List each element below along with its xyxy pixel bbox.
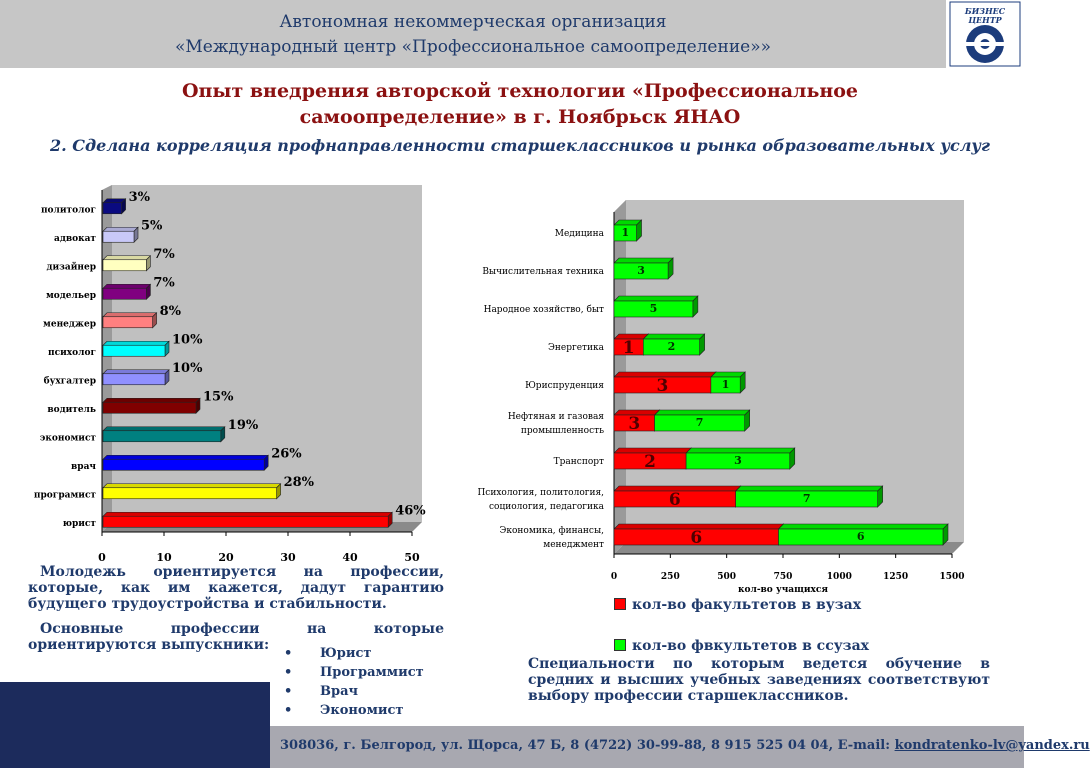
bar [103, 512, 392, 527]
category-label: Юриспруденция [525, 381, 604, 391]
specialties-chart [477, 190, 980, 605]
bar-front [103, 288, 146, 299]
legend-item-vuz [614, 597, 861, 613]
x-tick-label: 50 [404, 551, 420, 564]
data-label: 7 [802, 492, 811, 505]
bar-top [736, 486, 883, 491]
x-tick-label: 10 [156, 551, 172, 564]
bar [103, 398, 200, 413]
bar-top [103, 227, 138, 231]
x-tick-label: 1000 [826, 572, 852, 582]
x-axis-label: кол-во учащихся [737, 585, 829, 595]
category-label: Медицина [554, 229, 604, 239]
data-label: 10% [172, 332, 203, 348]
data-label: 3 [637, 264, 645, 277]
bar-top [643, 334, 704, 339]
bar-top [103, 455, 268, 459]
category-label: водитель [47, 404, 96, 415]
data-label: 6 [856, 530, 865, 543]
logo-text-2: ЦЕНТР [968, 15, 1002, 25]
bar [103, 427, 225, 442]
footer-address: 308036, г. Белгород, ул. Щорса, 47 Б, 8 (4722) 30-99-88, 8 915 525 04 04, E-mail: [280, 738, 895, 753]
main-professions-text: Основные профессии на которые ориентируются выпускники: [28, 621, 444, 653]
bar-top [711, 372, 745, 377]
list-item: • Врач [284, 684, 359, 699]
category-label: дизайнер [46, 262, 96, 273]
x-tick-label: 20 [218, 551, 234, 564]
category-label: менеджмент [543, 540, 604, 550]
data-label: 1 [721, 378, 730, 391]
bar-top [655, 410, 750, 415]
data-label: 7% [153, 275, 175, 291]
data-label: 46% [395, 503, 426, 519]
data-label: 6 [668, 490, 681, 510]
data-label: 6 [690, 528, 703, 548]
bar-front [103, 431, 221, 442]
bar-front [103, 459, 264, 470]
x-tick-label: 1500 [939, 572, 965, 582]
org-name-line1: Автономная некоммерческая организация [279, 12, 667, 32]
footer-contacts [280, 738, 1090, 753]
category-label: модельер [45, 290, 96, 301]
bar-top [103, 398, 200, 402]
category-label: бухгалтер [43, 376, 96, 387]
category-label: менеджер [43, 319, 96, 330]
category-label: адвокат [54, 233, 96, 244]
bar-front [103, 488, 277, 499]
bar-top [103, 484, 281, 488]
bar [103, 455, 268, 470]
bar [103, 284, 150, 299]
category-label: экономист [39, 433, 96, 444]
category-label: врач [71, 461, 96, 472]
category-label: Народное хозяйство, быт [483, 305, 604, 315]
email-link[interactable]: kondratenko-lv@yandex.ru [894, 738, 1090, 753]
data-label: 1 [621, 226, 630, 239]
bar [103, 484, 281, 499]
category-label: програмист [33, 490, 96, 501]
category-label: социология, педагогика [489, 502, 604, 512]
x-tick-label: 750 [773, 572, 793, 582]
data-label: 7 [695, 416, 704, 429]
bar-front [103, 203, 122, 214]
bar-top [103, 341, 169, 345]
x-tick-label: 40 [342, 551, 358, 564]
header-banner [0, 0, 946, 68]
bar [103, 256, 150, 271]
category-label: Психология, политология, [477, 488, 604, 498]
x-tick-label: 30 [280, 551, 296, 564]
bar-top [614, 296, 698, 301]
x-tick-label: 1250 [883, 572, 909, 582]
bar-top [103, 512, 392, 516]
category-label: психолог [48, 347, 96, 358]
data-label: 19% [227, 417, 259, 433]
legend-swatch-green [614, 639, 626, 651]
bar-top [103, 284, 150, 288]
category-label: Энергетика [548, 343, 604, 353]
category-label: политолог [40, 205, 96, 216]
data-label: 2 [667, 340, 676, 353]
data-label: 8% [159, 303, 182, 319]
professions-chart [0, 180, 440, 565]
category-label: Вычислительная техника [482, 267, 604, 277]
bar-front [103, 231, 134, 242]
bar-top [778, 524, 947, 529]
data-label: 26% [271, 446, 302, 462]
bar [103, 341, 169, 356]
data-label: 15% [203, 389, 234, 405]
x-tick-label: 0 [610, 572, 618, 582]
legend-label-ssuz: кол-во фвкультетов в ссузах [632, 638, 870, 654]
bar [103, 199, 126, 214]
data-label: 3 [656, 376, 669, 396]
footer-bar [270, 726, 1090, 768]
youth-orientation-text: Молодежь ориентируется на профессии, которые, как им кажется, дадут гарантию будущего трудоустройства и стабильности. [28, 564, 444, 612]
legend-label-vuz: кол-во факультетов в вузах [632, 597, 862, 613]
professions-list [284, 646, 424, 722]
bar-top [103, 313, 157, 317]
category-label: Экономика, финансы, [499, 526, 604, 536]
legend-swatch-red [614, 598, 626, 610]
data-label: 5 [649, 302, 658, 315]
bar-front [103, 402, 196, 413]
bar [103, 370, 169, 385]
bar-top [103, 256, 150, 260]
bar-top [686, 448, 795, 453]
specialties-conclusion-text: Специальности по которым ведется обучение в средних и высших учебных заведениях соответствуют выбору профессии старшеклассников. [528, 656, 990, 704]
bar-top [103, 370, 169, 374]
list-item: • Юрист [284, 646, 372, 661]
category-label: Транспорт [553, 457, 604, 467]
business-center-logo [946, 0, 1024, 68]
x-tick-label: 0 [98, 551, 106, 564]
bar-front [103, 345, 165, 356]
bar-front [103, 374, 165, 385]
bar-front [103, 260, 146, 271]
category-label: Нефтяная и газовая [507, 412, 604, 422]
page-title-line1: Опыт внедрения авторской технологии «Профессиональное [181, 80, 859, 102]
logo-text-1: БИЗНЕС [964, 6, 1006, 16]
list-item: • Программист [284, 665, 424, 680]
data-label: 5% [141, 218, 163, 234]
data-label: 3% [128, 189, 151, 205]
data-label: 7% [153, 246, 175, 262]
data-label: 2 [644, 452, 656, 472]
bar [103, 313, 157, 328]
org-name-line2: «Международный центр «Профессиональное самоопределение»» [174, 37, 772, 57]
data-label: 3 [628, 414, 641, 434]
page-subtitle: 2. Сделана корреляция профнаправленности старшеклассников и рынка образовательных услуг [50, 136, 990, 155]
category-label: юрист [62, 518, 96, 529]
decorative-block [0, 682, 270, 768]
bar-front [103, 516, 388, 527]
bar [103, 227, 138, 242]
data-label: 3 [734, 454, 742, 467]
data-label: 10% [172, 360, 203, 376]
data-label: 28% [283, 474, 315, 490]
list-item: • Экономист [284, 703, 404, 718]
bar-top [614, 258, 673, 263]
legend-item-ssuz [614, 638, 869, 654]
page-title-line2: самоопределение» в г. Ноябрьск ЯНАО [299, 106, 741, 128]
x-tick-label: 500 [717, 572, 737, 582]
bar-front [103, 317, 153, 328]
x-tick-label: 250 [660, 572, 680, 582]
category-label: промышленность [520, 426, 604, 436]
bar-top [103, 427, 225, 431]
data-label: 1 [622, 338, 635, 358]
